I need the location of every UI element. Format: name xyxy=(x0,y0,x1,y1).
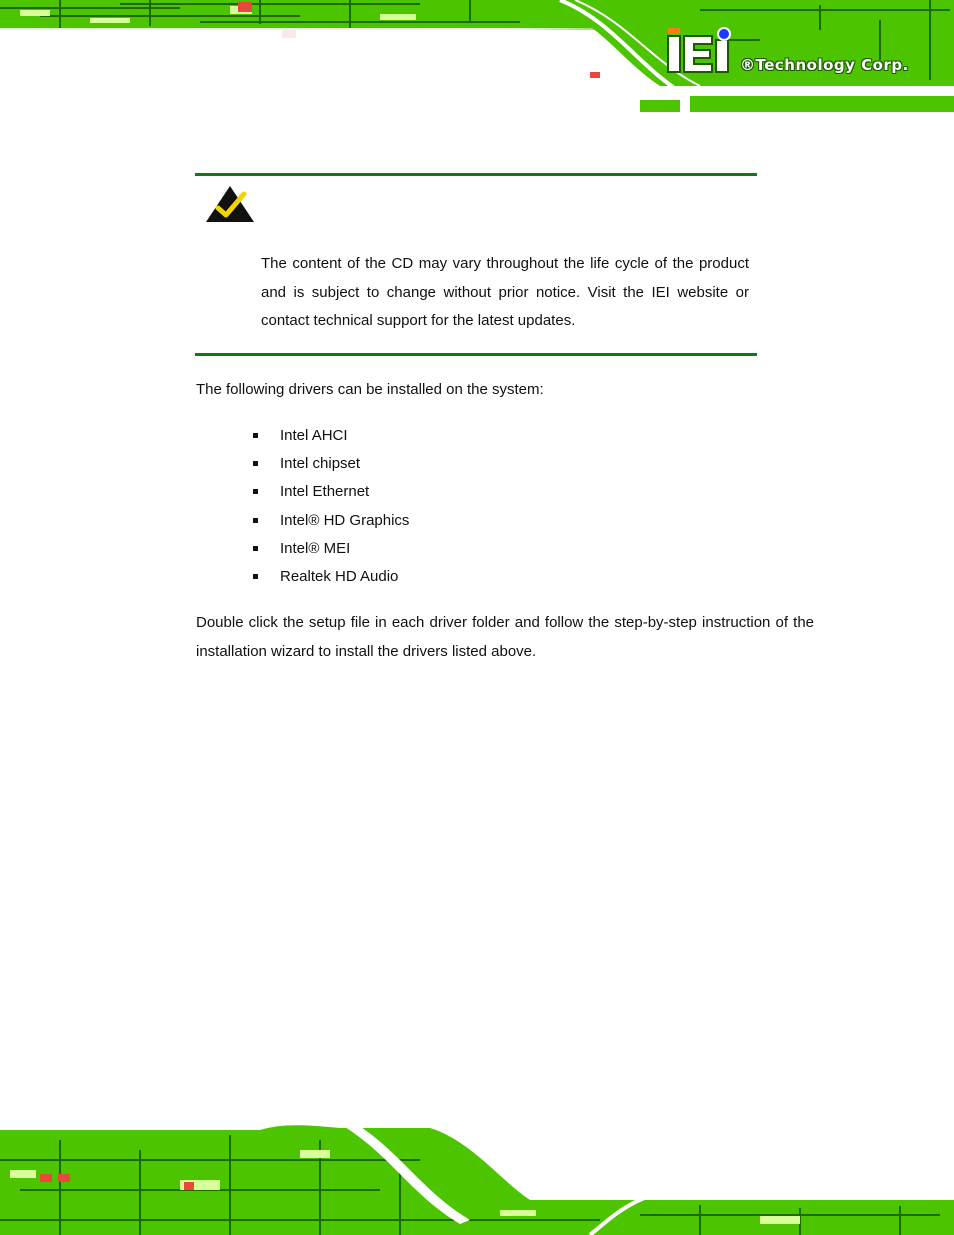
note-text: The content of the CD may vary throughout the life cycle of the product and is subject to change without prior notice. Visit the IEI website or contact technical support for the latest updates. xyxy=(261,255,749,329)
bullet-icon xyxy=(253,461,258,466)
driver-name: Realtek HD Audio xyxy=(280,567,399,585)
note-top-rule xyxy=(195,173,757,176)
bullet-icon xyxy=(253,433,258,438)
drivers-intro: The following drivers can be installed on the system: xyxy=(196,381,544,398)
bullet-icon xyxy=(253,574,258,579)
driver-list xyxy=(252,424,409,593)
circuit-board-pattern xyxy=(0,1120,954,1235)
driver-name: Intel Ethernet xyxy=(280,483,370,501)
list-item xyxy=(252,452,409,480)
list-item xyxy=(252,480,409,508)
list-item xyxy=(252,424,409,452)
list-item xyxy=(252,509,409,537)
note-check-icon xyxy=(204,184,256,224)
bullet-icon xyxy=(253,518,258,523)
logo-company-name: ®Technology Corp. xyxy=(740,56,909,74)
note-box xyxy=(195,173,757,358)
driver-name: Intel® HD Graphics xyxy=(280,511,410,529)
install-instructions: Double click the setup file in each driver folder and follow the step-by-step instruction of the installation wizard to install the drivers listed above. xyxy=(196,614,814,660)
driver-name: Intel chipset xyxy=(280,455,361,473)
list-item xyxy=(252,537,409,565)
note-bottom-rule xyxy=(195,353,757,356)
driver-name: Intel® MEI xyxy=(280,539,351,557)
list-item xyxy=(252,565,409,593)
driver-name: Intel AHCI xyxy=(280,427,348,444)
company-logo xyxy=(664,26,934,82)
header-circuit-banner xyxy=(0,0,954,112)
iei-logo-mark xyxy=(664,26,736,74)
bullet-icon xyxy=(253,489,258,494)
footer-circuit-banner xyxy=(0,1120,954,1235)
bullet-icon xyxy=(253,546,258,551)
